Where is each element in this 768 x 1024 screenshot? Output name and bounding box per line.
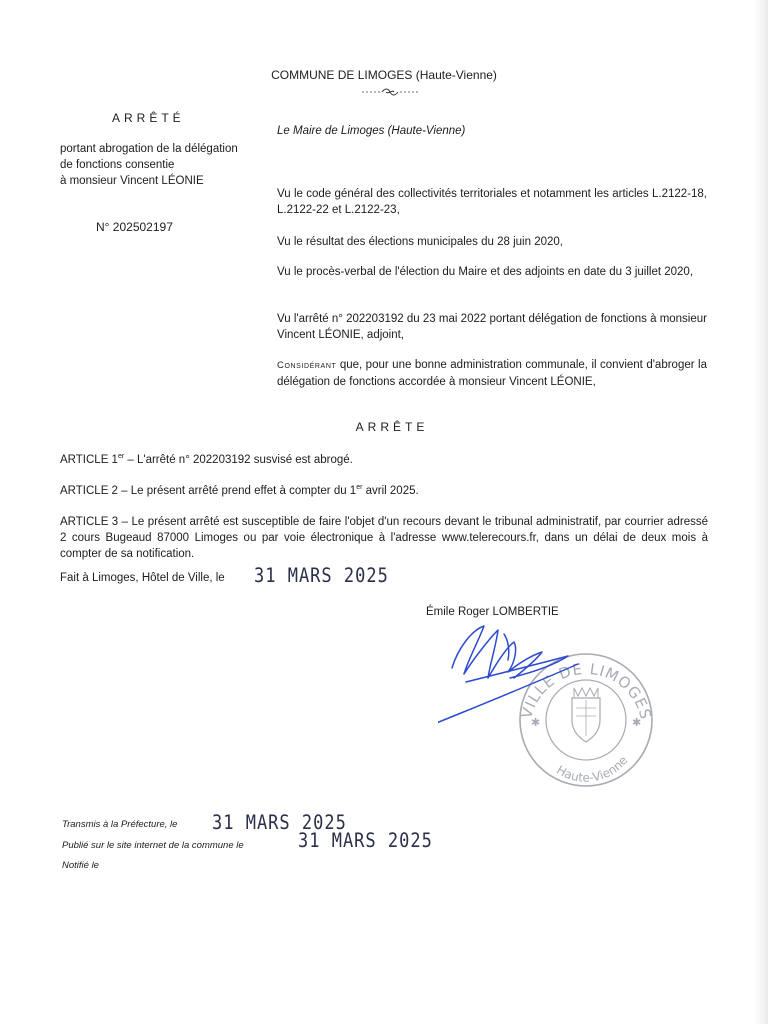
- vu-paragraph: Vu l'arrêté n° 202203192 du 23 mai 2022 portant délégation de fonctions à monsieur Vincent LÉONIE, adjoint,: [277, 313, 707, 341]
- publie-label: Publié sur le site internet de la commune le: [62, 840, 244, 851]
- arrete-number: N° 202502197: [96, 220, 173, 234]
- transmis-label: Transmis à la Préfecture, le: [62, 819, 178, 830]
- arrete-object: [60, 141, 270, 189]
- seal-bottom-text: Haute-Vienne: [554, 753, 631, 785]
- fait-date-stamp: 31 MARS 2025: [254, 564, 389, 588]
- article-3: [60, 514, 708, 562]
- article-2-label: ARTICLE 2: [60, 485, 118, 497]
- object-line: portant abrogation de la délégation: [60, 143, 238, 155]
- article-2-text: – Le présent arrêté prend effet à compter du 1: [117, 485, 357, 497]
- article-2-sup: er: [356, 484, 363, 491]
- article-2-text-end: avril 2025.: [362, 485, 419, 497]
- arrete-heading: ARRÊTÉ: [112, 111, 185, 125]
- arrete-dispositif-heading: ARRÊTE: [355, 420, 429, 434]
- object-line: de fonctions consentie: [60, 159, 175, 171]
- svg-text:✱: ✱: [632, 717, 642, 729]
- article-3-text: – Le présent arrêté est susceptible de faire l'objet d'un recours devant le tribunal administratif, par courrier adressé 2 cours Bugeaud 87000 Limoges ou par voie électronique à l'adresse www.telerecours.fr, dans un délai de deux mois à compter de sa notification.: [60, 516, 709, 560]
- vu-paragraph: Vu le résultat des élections municipales du 28 juin 2020,: [277, 236, 563, 248]
- considerant-text: que, pour une bonne administration communale, il convient d'abroger la délégation de fonctions accordée à monsieur Vincent LÉONIE,: [277, 359, 707, 388]
- article-1: [60, 452, 708, 468]
- seal-top-text: VILLE DE LIMOGES: [517, 659, 655, 722]
- object-line: à monsieur Vincent LÉONIE: [60, 175, 204, 187]
- svg-text:✱: ✱: [531, 717, 541, 729]
- city-seal-icon: [517, 654, 655, 786]
- considerant-word: Considérant: [277, 360, 337, 371]
- fait-a-line: Fait à Limoges, Hôtel de Ville, le: [60, 572, 225, 584]
- commune-header: COMMUNE DE LIMOGES (Haute-Vienne): [271, 68, 497, 82]
- page-edge-shadow: [754, 0, 768, 1024]
- notifie-label: Notifié le: [62, 860, 99, 871]
- article-2: [60, 483, 708, 499]
- article-1-label: ARTICLE 1: [60, 454, 118, 466]
- article-1-text: – L'arrêté n° 202203192 susvisé est abrogé.: [124, 454, 353, 466]
- article-3-label: ARTICLE 3: [60, 516, 119, 528]
- vu-paragraph: Vu le code général des collectivités territoriales et notamment les articles L.2122-18, L.2122-22 et L.2122-23,: [277, 188, 707, 216]
- maire-title: Le Maire de Limoges (Haute-Vienne): [277, 125, 466, 137]
- svg-text:Haute-Vienne: [554, 753, 630, 784]
- signatory-name: Émile Roger LOMBERTIE: [426, 606, 559, 618]
- ornament-icon: [360, 87, 420, 97]
- article-1-sup: er: [117, 453, 125, 460]
- publie-date-stamp: 31 MARS 2025: [298, 829, 433, 853]
- seal-and-signature: [438, 620, 678, 800]
- considerant-paragraph: [277, 357, 707, 390]
- transmis-date-stamp: 31 MARS 2025: [212, 811, 347, 835]
- vu-paragraph: Vu le procès-verbal de l'élection du Maire et des adjoints en date du 3 juillet 2020,: [277, 266, 694, 278]
